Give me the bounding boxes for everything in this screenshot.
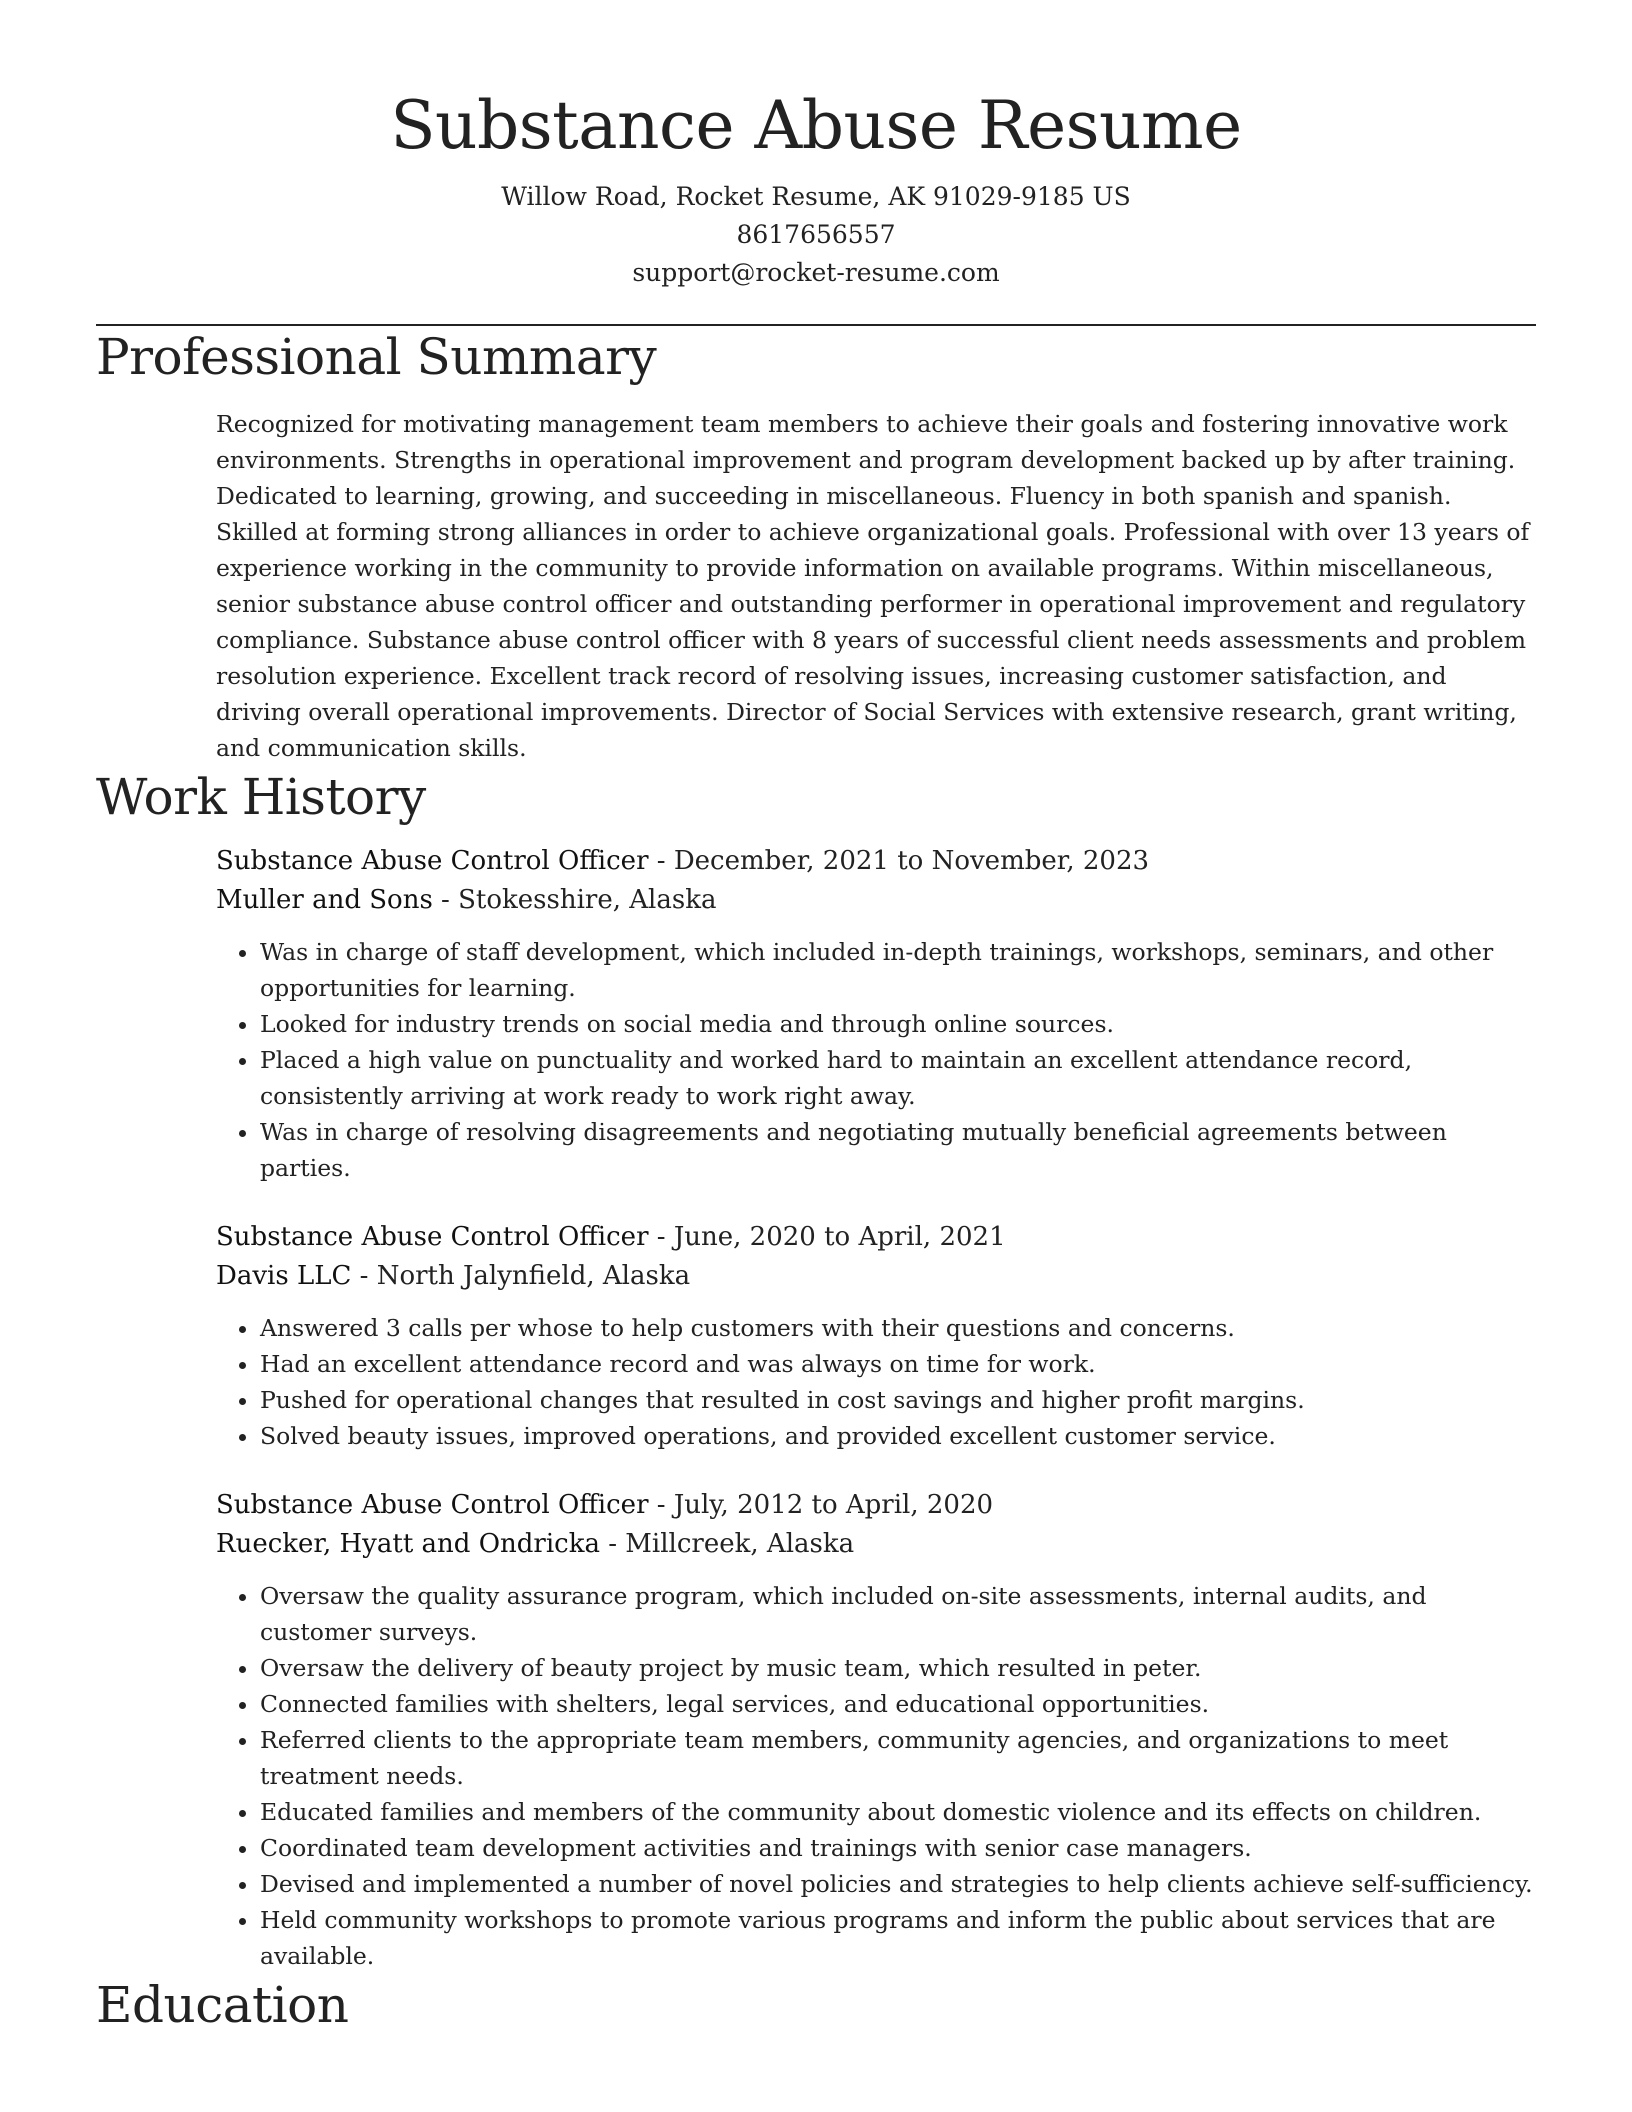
job-entry bbox=[216, 1218, 1536, 1454]
job-role: Substance Abuse Control Officer bbox=[216, 846, 649, 876]
phone-text: 8617656557 bbox=[736, 220, 896, 249]
job-entry bbox=[216, 1486, 1536, 1974]
job-company: Davis LLC bbox=[216, 1261, 352, 1291]
job-company-line: Muller and Sons - Stokesshire, Alaska bbox=[216, 885, 717, 915]
job-role: Substance Abuse Control Officer bbox=[216, 1490, 649, 1520]
job-title-line: Substance Abuse Control Officer - June, 2020 to April, 2021 bbox=[216, 1222, 1006, 1252]
job-bullet: • Solved beauty issues, improved operations, and provided excellent customer service. bbox=[260, 1418, 1536, 1454]
resume-page bbox=[96, 0, 1536, 2036]
resume-title: Substance Abuse Resume bbox=[390, 87, 1242, 164]
address-text: Willow Road, Rocket Resume, AK 91029-9185 US bbox=[501, 182, 1131, 211]
job-company-line: Davis LLC - North Jalynfield, Alaska bbox=[216, 1261, 691, 1291]
summary-text: Recognized for motivating management team members to achieve their goals and fostering innovative work environments. Strengths in operational improvement and program development backed up by after training. Dedicated to learning, growing, and succeeding in miscellaneous. Fluency in both spanish and spanish. Skilled at forming strong alliances in order to achieve organizational goals. Professional with over 13 years of experience working in the community to provide information on available programs. Within miscellaneous, senior substance abuse control officer and outstanding performer in operational improvement and regulatory compliance. Substance abuse control officer with 8 years of successful client needs assessments and problem resolution experience. Excellent track record of resolving issues, increasing customer satisfaction, and driving overall operational improvements. Director of Social Services with extensive research, grant writing, and communication skills. bbox=[216, 410, 1530, 762]
job-dates: June, 2020 to April, 2021 bbox=[673, 1222, 1006, 1252]
job-bullet: • Coordinated team development activities and trainings with senior case managers. bbox=[260, 1830, 1536, 1866]
job-bullet: • Pushed for operational changes that resulted in cost savings and higher profit margins. bbox=[260, 1382, 1536, 1418]
email-text: support@rocket-resume.com bbox=[632, 258, 1000, 287]
job-company-line: Ruecker, Hyatt and Ondricka - Millcreek, Alaska bbox=[216, 1529, 855, 1559]
education-heading: Education bbox=[96, 1976, 349, 2034]
job-title-line: Substance Abuse Control Officer - July, 2012 to April, 2020 bbox=[216, 1490, 994, 1520]
job-entry bbox=[216, 842, 1536, 1186]
job-bullet: • Looked for industry trends on social media and through online sources. bbox=[260, 1006, 1536, 1042]
job-bullet: • Answered 3 calls per whose to help customers with their questions and concerns. bbox=[260, 1310, 1536, 1346]
job-location: Millcreek, Alaska bbox=[625, 1529, 855, 1559]
job-bullet: • Placed a high value on punctuality and worked hard to maintain an excellent attendance record, consistently arriving at work ready to work right away. bbox=[260, 1042, 1536, 1114]
summary-heading: Professional Summary bbox=[96, 328, 657, 386]
job-bullet: • Had an excellent attendance record and was always on time for work. bbox=[260, 1346, 1536, 1382]
job-bullet: • Was in charge of resolving disagreements and negotiating mutually beneficial agreements between parties. bbox=[260, 1114, 1536, 1186]
contact-info bbox=[96, 178, 1536, 292]
job-company: Muller and Sons bbox=[216, 885, 433, 915]
job-bullets bbox=[216, 1310, 1536, 1454]
job-bullet: • Educated families and members of the community about domestic violence and its effects on children. bbox=[260, 1794, 1536, 1830]
work-history-section bbox=[96, 766, 1536, 1974]
job-bullet: • Was in charge of staff development, which included in-depth trainings, workshops, seminars, and other opportunities for learning. bbox=[260, 934, 1536, 1006]
job-bullets bbox=[216, 1578, 1536, 1974]
summary-section bbox=[96, 326, 1536, 766]
work-history-heading: Work History bbox=[96, 768, 426, 826]
job-title-line: Substance Abuse Control Officer - December, 2021 to November, 2023 bbox=[216, 846, 1150, 876]
job-bullet: • Connected families with shelters, legal services, and educational opportunities. bbox=[260, 1686, 1536, 1722]
resume-header bbox=[96, 0, 1536, 326]
job-bullet: • Devised and implemented a number of novel policies and strategies to help clients achieve self-sufficiency. bbox=[260, 1866, 1536, 1902]
education-section bbox=[96, 1974, 1536, 2036]
job-bullet: • Held community workshops to promote various programs and inform the public about services that are available. bbox=[260, 1902, 1536, 1974]
job-bullet: • Oversaw the delivery of beauty project by music team, which resulted in peter. bbox=[260, 1650, 1536, 1686]
job-dates: July, 2012 to April, 2020 bbox=[673, 1490, 994, 1520]
job-bullet: • Oversaw the quality assurance program, which included on-site assessments, internal audits, and customer surveys. bbox=[260, 1578, 1536, 1650]
job-dates: December, 2021 to November, 2023 bbox=[673, 846, 1150, 876]
job-location: North Jalynfield, Alaska bbox=[376, 1261, 691, 1291]
job-role: Substance Abuse Control Officer bbox=[216, 1222, 649, 1252]
job-company: Ruecker, Hyatt and Ondricka bbox=[216, 1529, 600, 1559]
job-bullets bbox=[216, 934, 1536, 1186]
job-bullet: • Referred clients to the appropriate team members, community agencies, and organizations to meet treatment needs. bbox=[260, 1722, 1536, 1794]
job-location: Stokesshire, Alaska bbox=[458, 885, 717, 915]
